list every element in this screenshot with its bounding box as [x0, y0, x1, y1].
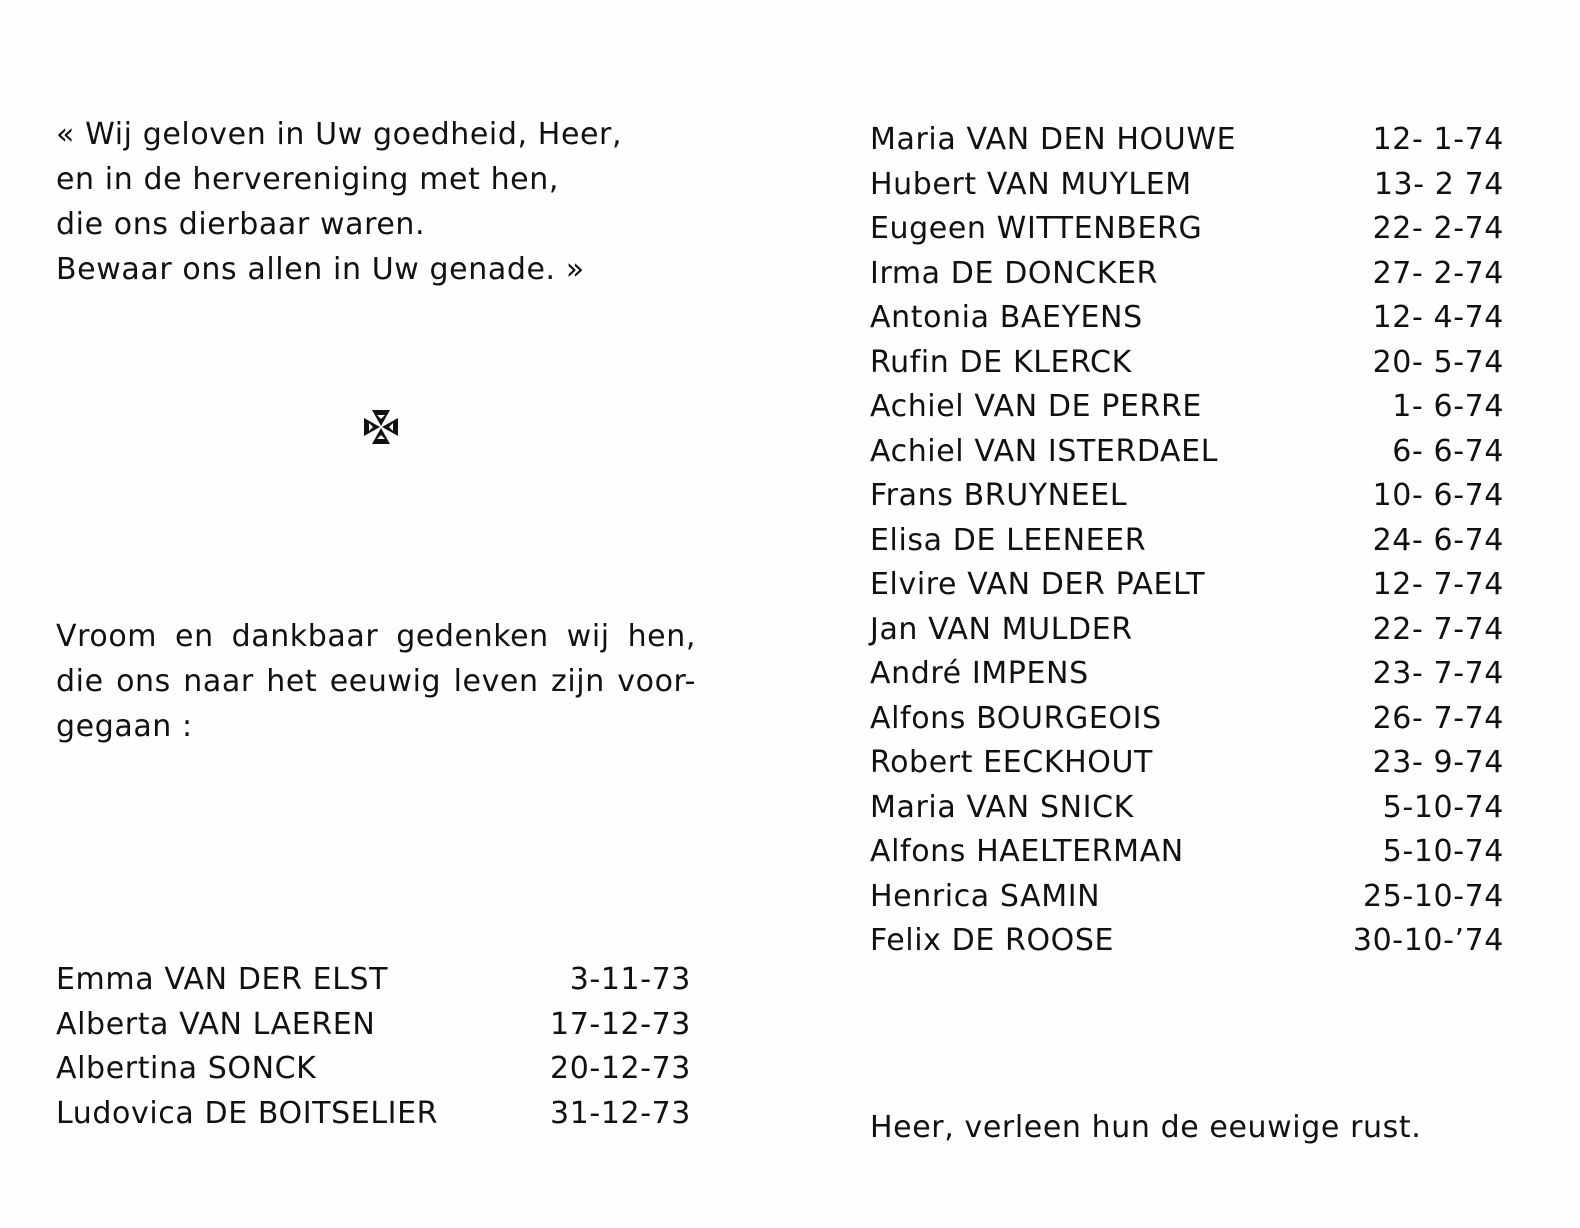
- deceased-name: Maria VAN SNICK: [870, 789, 1134, 825]
- deceased-entry: [870, 786, 1504, 831]
- deceased-entry: [56, 1047, 691, 1092]
- prayer-text: [56, 112, 696, 292]
- deceased-entry: [870, 118, 1504, 163]
- death-date: 25-10-74: [1363, 878, 1504, 914]
- intro-line: gegaan :: [56, 709, 193, 744]
- deceased-entry: [56, 1003, 691, 1048]
- deceased-entry: [870, 919, 1504, 964]
- death-date: 26- 7-74: [1372, 700, 1504, 736]
- deceased-entry: [870, 296, 1504, 341]
- death-date: 5-10-74: [1382, 834, 1504, 869]
- death-date: 12- 1-74: [1372, 122, 1504, 157]
- death-date: 27- 2-74: [1372, 255, 1504, 291]
- deceased-entry: [56, 1092, 691, 1137]
- intro-line: Vroom en dankbaar gedenken wij hen,: [56, 619, 696, 654]
- death-date: 20- 5-74: [1372, 344, 1504, 380]
- deceased-name: Antonia BAEYENS: [870, 300, 1143, 335]
- closing-prayer: Heer, verleen hun de eeuwige rust.: [870, 1110, 1422, 1145]
- death-date: 22- 2-74: [1372, 211, 1504, 246]
- death-date: 24- 6-74: [1372, 522, 1504, 558]
- deceased-entry: [870, 519, 1504, 564]
- intro-line: die ons naar het eeuwig leven zijn voor-: [56, 664, 696, 699]
- death-date: 10- 6-74: [1372, 478, 1504, 513]
- deceased-name: Henrica SAMIN: [870, 878, 1101, 914]
- deceased-name: Alfons BOURGEOIS: [870, 700, 1162, 736]
- prayer-line: die ons dierbaar waren.: [56, 207, 426, 242]
- deceased-entry: [870, 875, 1504, 920]
- death-date: 23- 7-74: [1372, 656, 1504, 691]
- deceased-entry: [56, 958, 691, 1003]
- deceased-list-right: [870, 118, 1504, 964]
- deceased-entry: [870, 830, 1504, 875]
- deceased-name: Achiel VAN ISTERDAEL: [870, 433, 1219, 469]
- prayer-line: Bewaar ons allen in Uw genade. »: [56, 252, 585, 287]
- deceased-entry: [870, 474, 1504, 519]
- deceased-name: Rufin DE KLERCK: [870, 344, 1132, 380]
- deceased-name: André IMPENS: [870, 656, 1089, 691]
- deceased-list-left: [56, 958, 691, 1136]
- deceased-name: Achiel VAN DE PERRE: [870, 389, 1202, 424]
- prayer-line: en in de hervereniging met hen,: [56, 162, 559, 197]
- death-date: 22- 7-74: [1372, 611, 1504, 647]
- maltese-cross-icon: [364, 410, 398, 444]
- death-date: 3-11-73: [569, 962, 691, 997]
- death-date: 12- 7-74: [1372, 567, 1504, 602]
- death-date: 5-10-74: [1382, 789, 1504, 825]
- deceased-name: Elisa DE LEENEER: [870, 522, 1147, 558]
- death-date: 12- 4-74: [1372, 300, 1504, 335]
- deceased-entry: [870, 252, 1504, 297]
- death-date: 31-12-73: [550, 1095, 691, 1131]
- deceased-name: Emma VAN DER ELST: [56, 962, 389, 997]
- deceased-name: Frans BRUYNEEL: [870, 478, 1128, 513]
- death-date: 6- 6-74: [1392, 433, 1504, 469]
- deceased-name: Alberta VAN LAEREN: [56, 1006, 376, 1042]
- deceased-entry: [870, 163, 1504, 208]
- death-date: 23- 9-74: [1372, 745, 1504, 780]
- death-date: 13- 2 74: [1373, 166, 1504, 202]
- death-date: 17-12-73: [550, 1006, 691, 1042]
- deceased-name: Maria VAN DEN HOUWE: [870, 122, 1237, 157]
- deceased-entry: [870, 385, 1504, 430]
- deceased-name: Albertina SONCK: [56, 1051, 317, 1086]
- deceased-entry: [870, 608, 1504, 653]
- deceased-name: Ludovica DE BOITSELIER: [56, 1095, 439, 1131]
- prayer-line: « Wij geloven in Uw goedheid, Heer,: [56, 117, 623, 152]
- deceased-name: Alfons HAELTERMAN: [870, 834, 1184, 869]
- deceased-name: Jan VAN MULDER: [870, 611, 1133, 647]
- deceased-entry: [870, 741, 1504, 786]
- deceased-entry: [870, 697, 1504, 742]
- deceased-entry: [870, 563, 1504, 608]
- deceased-entry: [870, 341, 1504, 386]
- deceased-entry: [870, 207, 1504, 252]
- deceased-name: Felix DE ROOSE: [870, 923, 1115, 958]
- death-date: 20-12-73: [550, 1051, 691, 1086]
- deceased-name: Elvire VAN DER PAELT: [870, 567, 1206, 602]
- intro-text: [56, 614, 696, 749]
- death-date: 1- 6-74: [1392, 389, 1504, 424]
- deceased-entry: [870, 652, 1504, 697]
- deceased-name: Eugeen WITTENBERG: [870, 211, 1203, 246]
- deceased-name: Robert EECKHOUT: [870, 745, 1153, 780]
- deceased-entry: [870, 430, 1504, 475]
- death-date: 30-10-’74: [1352, 923, 1504, 958]
- deceased-name: Irma DE DONCKER: [870, 255, 1158, 291]
- deceased-name: Hubert VAN MUYLEM: [870, 166, 1192, 202]
